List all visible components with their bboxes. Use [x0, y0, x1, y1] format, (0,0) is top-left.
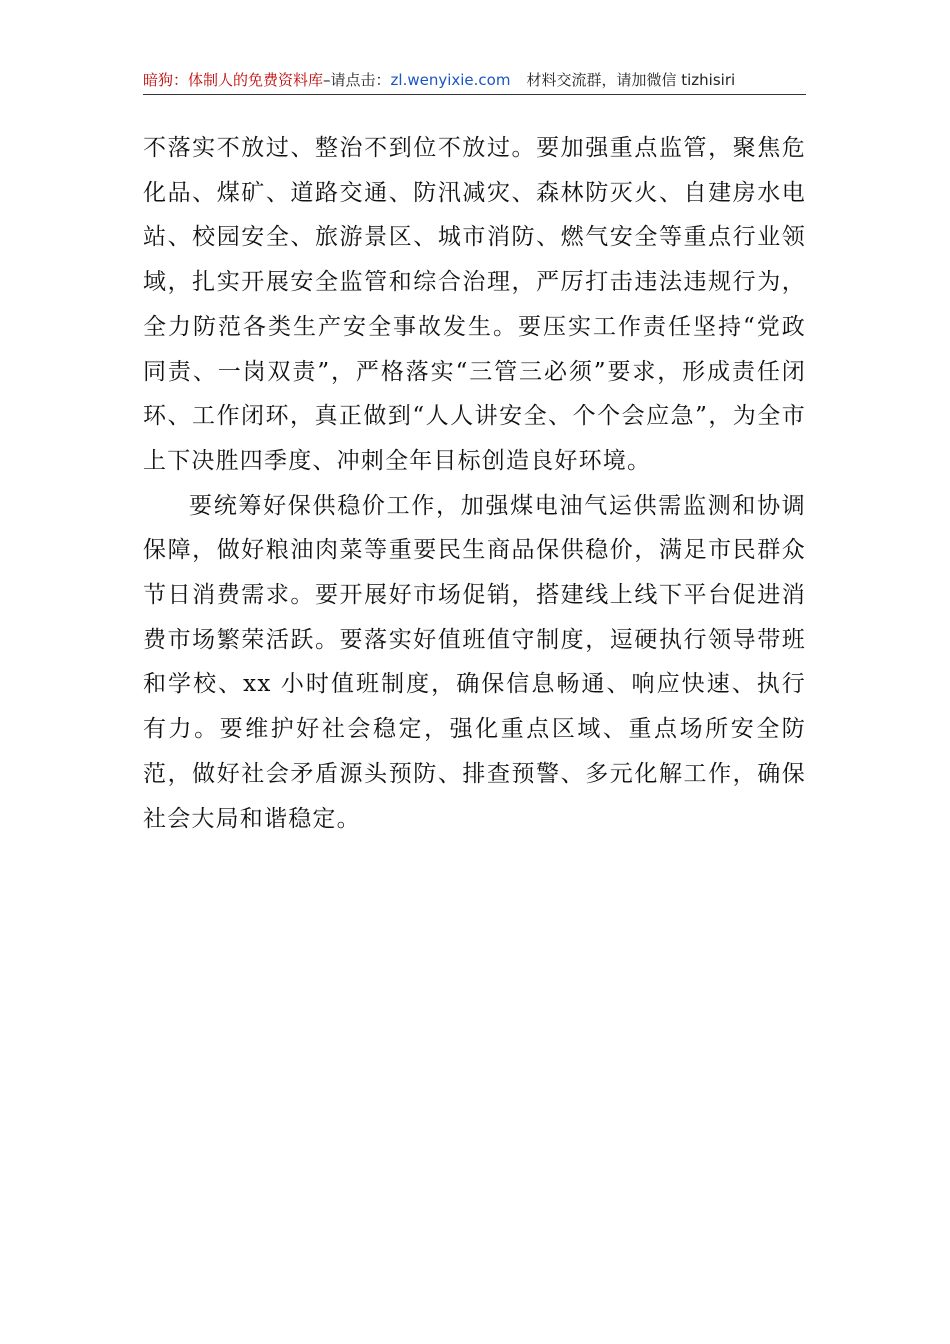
document-body — [143, 126, 806, 841]
header-brand: 暗狗：体制人的免费资料库 — [143, 71, 324, 89]
header-click-prefix: –请点击： — [323, 71, 391, 89]
paragraph-continued: 不落实不放过、整治不到位不放过。要加强重点监管，聚焦危化品、煤矿、道路交通、防汛减灾、森林防灭火、自建房水电站、校园安全、旅游景区、城市消防、燃气安全等重点行业领域，扎实开展安全监管和综合治理，严厉打击违法违规行为，全力防范各类生产安全事故发生。要压实工作责任坚持“党政同责、一岗双责”，严格落实“三管三必须”要求，形成责任闭环、工作闭环，真正做到“人人讲安全、个个会应急”，为全市上下决胜四季度、冲刺全年目标创造良好环境。 — [143, 135, 806, 474]
header-link[interactable]: zl.wenyixie.com — [390, 71, 511, 89]
page-header — [143, 66, 806, 95]
paragraph-supply: 要统筹好保供稳价工作，加强煤电油气运供需监测和协调保障，做好粮油肉菜等重要民生商品保供稳价，满足市民群众节日消费需求。要开展好市场促销，搭建线上线下平台促进消费市场繁荣活跃。要落实好值班值守制度，逗硬执行领导带班和学校、xx 小时值班制度，确保信息畅通、响应快速、执行有力。要维护好社会稳定，强化重点区域、重点场所安全防范，做好社会矛盾源头预防、排查预警、多元化解工作，确保社会大局和谐稳定。 — [143, 492, 806, 832]
header-group-info: 材料交流群，请加微信 tizhisiri — [526, 71, 736, 89]
